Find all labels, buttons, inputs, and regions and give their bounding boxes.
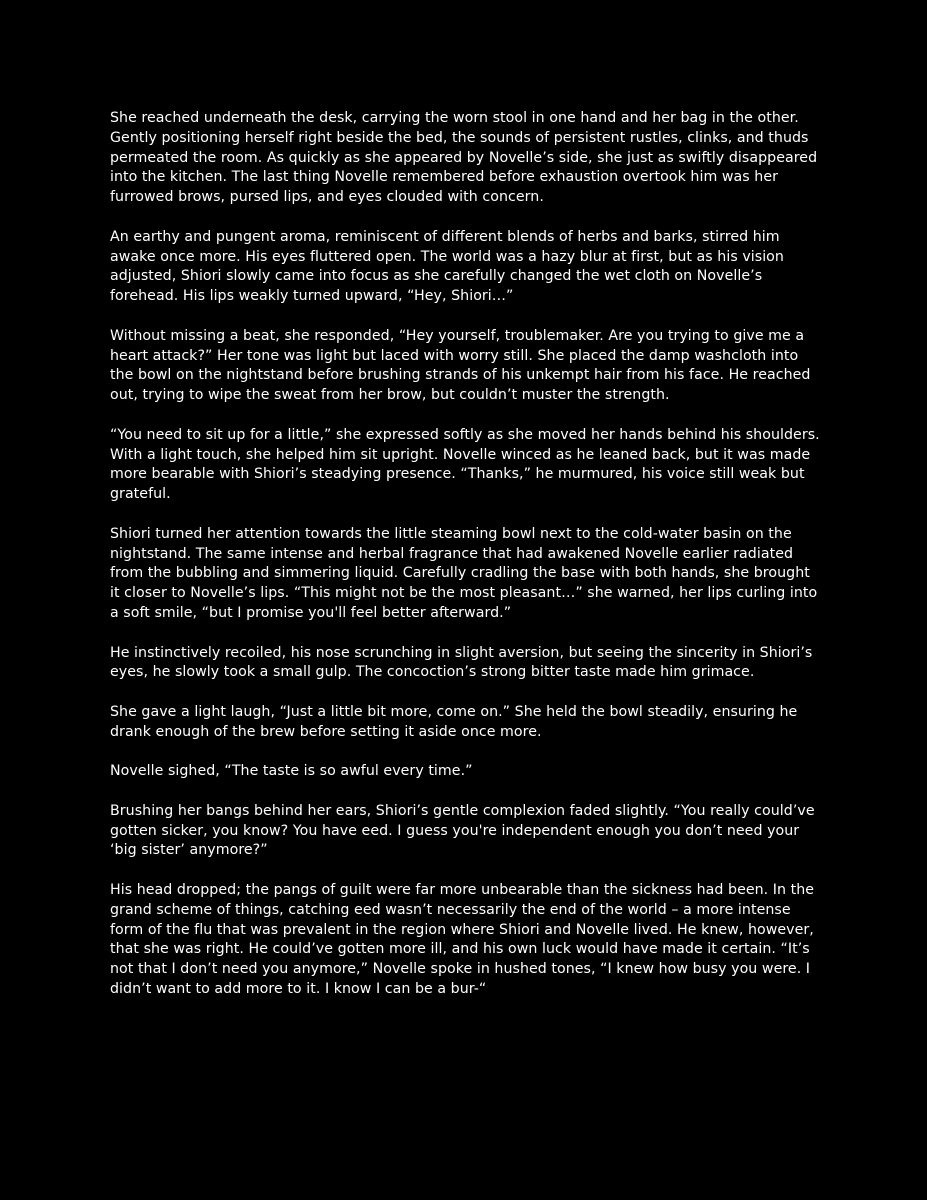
paragraph-4: “You need to sit up for a little,” she expressed softly as she moved her hands behind his shoulders. With a light touch, she helped him sit upright. Novelle winced as he leaned back, but it was made more bearable with Shiori’s steadying presence. “Thanks,” he murmured, his voice still weak but grateful. [110, 426, 820, 503]
paragraph-1: She reached underneath the desk, carrying the worn stool in one hand and her bag in the other. Gently positioning herself right beside the bed, the sounds of persistent rustles, clinks, and thuds permeated the room. As quickly as she appeared by Novelle’s side, she just as swiftly disappeared into the kitchen. The last thing Novelle remembered before exhaustion overtook him was her furrowed brows, pursed lips, and eyes clouded with concern. [110, 110, 818, 206]
story-text-column [110, 109, 820, 1020]
paragraph-8: Novelle sighed, “The taste is so awful every time.” [110, 763, 473, 780]
paragraph-10: His head dropped; the pangs of guilt were far more unbearable than the sickness had been. In the grand scheme of things, catching eed wasn’t necessarily the end of the world – a more intense form of the flu that was prevalent in the region where Shiori and Novelle lived. He knew, however, that she was right. He could’ve gotten more ill, and his own luck would have made it certain. “It’s not that I don’t need you anymore,” Novelle spoke in hushed tones, “I knew how busy you were. I didn’t want to add more to it. I know I can be a bur-“ [110, 882, 815, 998]
paragraph-6: He instinctively recoiled, his nose scrunching in slight aversion, but seeing the sincerity in Shiori’s eyes, he slowly took a small gulp. The concoction’s strong bitter taste made him grimace. [110, 644, 813, 681]
paragraph-7: She gave a light laugh, “Just a little bit more, come on.” She held the bowl steadily, ensuring he drank enough of the brew before setting it aside once more. [110, 703, 798, 740]
paragraph-5: Shiori turned her attention towards the little steaming bowl next to the cold-water basin on the nightstand. The same intense and herbal fragrance that had awakened Novelle earlier radiated from the bubbling and simmering liquid. Carefully cradling the base with both hands, she brought it closer to Novelle’s lips. “This might not be the most pleasant…” she warned, her lips curling into a soft smile, “but I promise you'll feel better afterward.” [110, 525, 818, 621]
paragraph-3: Without missing a beat, she responded, “Hey yourself, troublemaker. Are you trying to give me a heart attack?” Her tone was light but laced with worry still. She placed the damp washcloth into the bowl on the nightstand before brushing strands of his unkempt hair from his face. He reached out, trying to wipe the sweat from her brow, but couldn’t muster the strength. [110, 327, 811, 404]
paragraph-2: An earthy and pungent aroma, reminiscent of different blends of herbs and barks, stirred him awake once more. His eyes fluttered open. The world was a hazy blur at first, but as his vision adjusted, Shiori slowly came into focus as she carefully changed the wet cloth on Novelle’s forehead. His lips weakly turned upward, “Hey, Shiori…” [110, 228, 784, 305]
paragraph-9: Brushing her bangs behind her ears, Shiori’s gentle complexion faded slightly. “You really could’ve gotten sicker, you know? You have eed. I guess you're independent enough you don’t need your ‘big sister’ anymore?” [110, 802, 815, 859]
